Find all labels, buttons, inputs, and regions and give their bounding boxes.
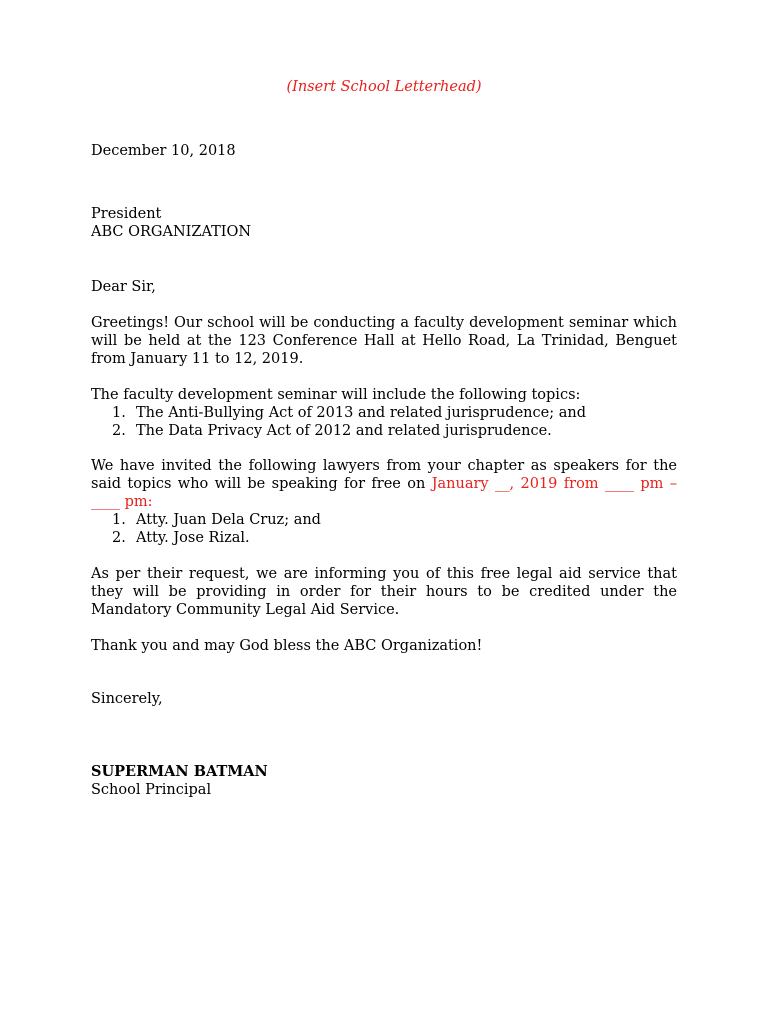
thanks-line: Thank you and may God bless the ABC Organization! [91,638,483,654]
recipient-organization: ABC ORGANIZATION [91,224,252,240]
closing: Sincerely, [91,691,163,707]
topics-list [91,404,677,440]
list-item: 1. Atty. Juan Dela Cruz; and [112,512,321,528]
speakers-section [91,457,677,547]
speakers-intro: We have invited the following lawyers from your chapter as speakers for the said topics who will be speaking for free on January __, 2019 from ____ pm – ____ pm: [91,458,677,510]
signature-block [91,763,677,799]
salutation: Dear Sir, [91,279,156,295]
letterhead-placeholder: (Insert School Letterhead) [286,79,482,95]
list-item: 2. The Data Privacy Act of 2012 and related jurisprudence. [112,423,552,439]
speakers-list [91,511,677,547]
topics-section [91,386,677,440]
list-item: 1. The Anti-Bullying Act of 2013 and related jurisprudence; and [112,405,586,421]
signatory-name: SUPERMAN BATMAN [91,763,268,780]
paragraph-greetings: Greetings! Our school will be conducting a faculty development seminar which will be held at the 123 Conference Hall at Hello Road, La Trinidad, Benguet from January 11 to 12, 2019. [91,315,677,367]
signatory-position: School Principal [91,782,212,798]
paragraph-request: As per their request, we are informing you of this free legal aid service that they will be providing in order for their hours to be credited under the Mandatory Community Legal Aid Service. [91,566,677,618]
list-item: 2. Atty. Jose Rizal. [112,530,250,546]
recipient-title: President [91,206,162,222]
letter-date: December 10, 2018 [91,143,236,159]
recipient-block [91,205,677,241]
topics-intro: The faculty development seminar will include the following topics: [91,387,581,403]
schedule-placeholder: January __, 2019 from ____ pm – ____ pm: [91,476,677,510]
